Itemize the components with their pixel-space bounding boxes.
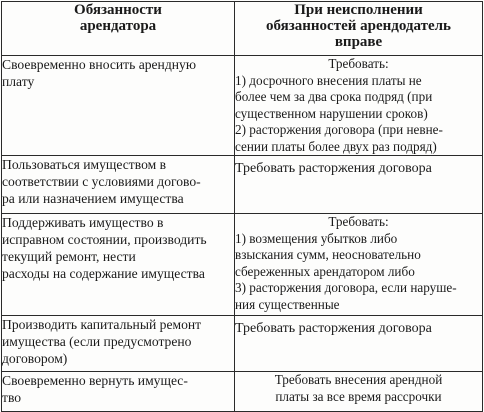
- remedy-cell: [235, 316, 483, 372]
- header-col1-line: Обязанности: [74, 2, 162, 18]
- remedy-line: взыскания сумм, неосновательно: [235, 247, 421, 262]
- obligation-line: текущий ремонт, нести: [2, 249, 136, 264]
- table-row: [2, 214, 483, 316]
- remedy-line: платы за все время рассрочки: [275, 388, 442, 404]
- remedy-line: 1) возмещения убытков либо: [235, 230, 398, 246]
- obligation-line: Поддерживать имущество в: [2, 215, 164, 230]
- remedy-cell: [235, 56, 483, 156]
- remedy-cell: [235, 372, 483, 412]
- obligation-cell: [2, 56, 235, 156]
- obligation-cell: [2, 214, 235, 316]
- remedy-cell: [235, 156, 483, 214]
- remedy-line: 1) досрочного внесения платы не: [235, 72, 422, 88]
- obligation-line: исправном состоянии, производить: [2, 232, 207, 247]
- obligation-line: Производить капитальный ремонт: [2, 317, 202, 332]
- table-row: [2, 372, 483, 412]
- remedy-cell: [235, 214, 483, 316]
- obligation-line: плату: [2, 74, 35, 89]
- obligation-line: Пользоваться имуществом в: [2, 157, 167, 172]
- remedy-line: Требовать расторжения договора: [235, 321, 432, 336]
- remedy-line: 3) расторжения договора, если наруше-: [235, 280, 457, 295]
- header-col2-line: вправе: [334, 34, 383, 50]
- obligation-line: тво: [2, 390, 22, 405]
- header-col1-line: арендатора: [79, 18, 157, 34]
- table-row: [2, 56, 483, 156]
- obligations-table: [1, 1, 483, 412]
- obligation-cell: [2, 372, 235, 412]
- remedy-line: сбереженных арендатором либо: [235, 263, 415, 279]
- obligation-line: соответствии с условиями догово-: [2, 174, 201, 189]
- remedy-line: существенном нарушении сроков): [235, 105, 428, 121]
- header-col2-line: обязанностей арендодатель: [265, 18, 451, 34]
- obligation-line: Своевременно вносить арендную: [2, 57, 196, 72]
- obligation-line: договором): [2, 351, 68, 366]
- obligation-line: имущества (если предусмотрено: [2, 334, 192, 349]
- remedy-title: Требовать:: [328, 56, 389, 71]
- remedy-line: сении платы более двух раз подряд): [235, 138, 437, 154]
- obligation-line: ра или назначением имущества: [2, 191, 184, 206]
- remedy-line: 2) расторжения договора (при невне-: [235, 122, 443, 137]
- header-landlord-rights: [235, 2, 483, 56]
- remedy-line: ния существенные: [235, 296, 340, 312]
- header-tenant-obligations: [2, 2, 235, 56]
- obligation-cell: [2, 316, 235, 372]
- table-row: [2, 156, 483, 214]
- obligation-cell: [2, 156, 235, 214]
- remedy-title: Требовать:: [328, 214, 389, 229]
- obligation-line: Своевременно вернуть имущес-: [2, 373, 188, 388]
- remedy-line: более чем за два срока подряд (при: [235, 89, 433, 104]
- table-row: [2, 316, 483, 372]
- remedy-line: Требовать внесения арендной: [274, 372, 443, 387]
- table-header-row: [2, 2, 483, 56]
- remedy-line: Требовать расторжения договора: [235, 161, 432, 176]
- header-col2-line: При неисполнении: [294, 2, 423, 18]
- obligation-line: расходы на содержание имущества: [2, 266, 205, 281]
